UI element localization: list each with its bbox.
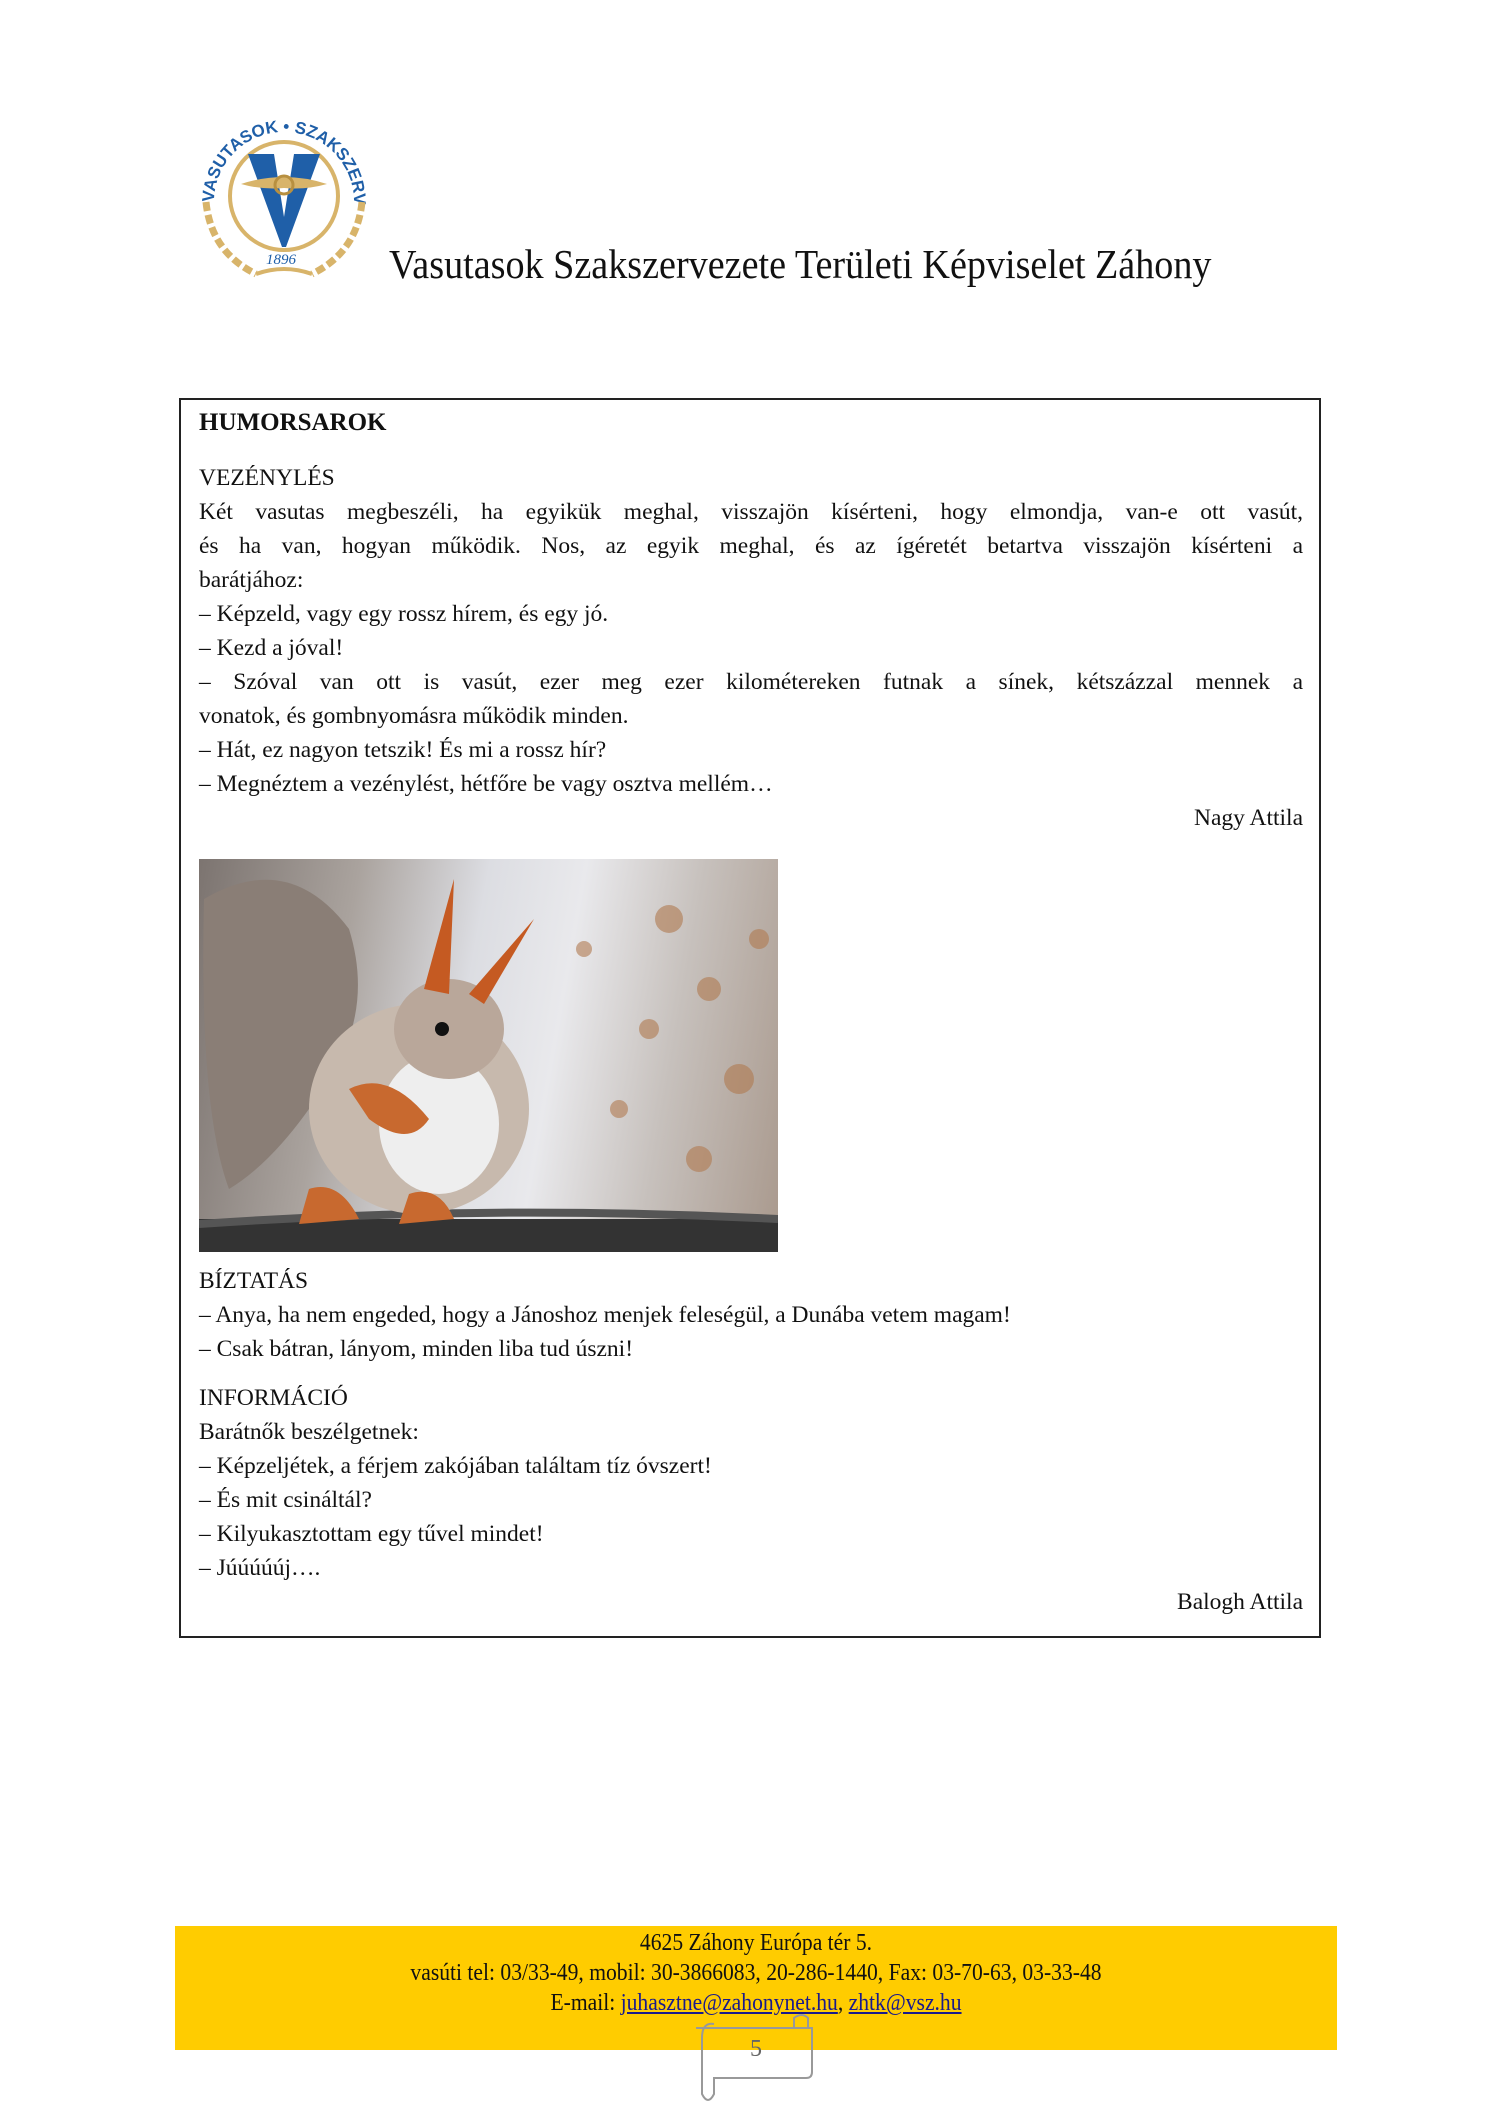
joke-line: – Kezd a jóval! [199, 635, 344, 661]
joke-title: VEZÉNYLÉS [199, 465, 335, 491]
joke-line: – És mit csináltál? [199, 1487, 372, 1513]
joke-author: Balogh Attila [1177, 1589, 1303, 1615]
section-informacio [199, 1381, 1303, 1619]
joke-title: BÍZTATÁS [199, 1268, 309, 1294]
page-number: 5 [750, 2036, 762, 2062]
joke-line: Két vasutas megbeszéli, ha egyikük meghal, visszajön kísérteni, hogy elmondja, van-e ott vasút, [199, 499, 1303, 525]
joke-line: vonatok, és gombnyomásra működik minden. [199, 703, 629, 729]
organization-title: Vasutasok Szakszervezete Területi Képviselet Záhony [389, 241, 1212, 287]
squirrel-photo [199, 859, 778, 1252]
joke-line: – Megnéztem a vezénylést, hétfőre be vagy osztva mellém… [199, 771, 773, 797]
union-logo [186, 92, 378, 284]
joke-line: – Képzeljétek, a férjem zakójában találtam tíz óvszert! [199, 1453, 712, 1479]
section-biztatas [199, 1264, 1303, 1366]
joke-line: – Anya, ha nem engeded, hogy a Jánoshoz menjek feleségül, a Dunába vetem magam! [199, 1302, 1011, 1328]
section-vezenyles [199, 461, 1303, 835]
email-label: E-mail: [550, 1990, 621, 2016]
joke-line: – Csak bátran, lányom, minden liba tud úszni! [199, 1336, 634, 1362]
email-link-juhasztne[interactable]: juhasztne@zahonynet.hu [620, 1990, 838, 2016]
email-link-zhtk[interactable]: zhtk@vsz.hu [848, 1990, 962, 2016]
joke-line: – Szóval van ott is vasút, ezer meg ezer kilométereken futnak a sínek, kétszázzal mennek a [199, 669, 1303, 695]
svg-text:VASUTASOK • SZAKSZERVEZETE: VASUTASOK • SZAKSZERV [198, 116, 370, 206]
joke-author: Nagy Attila [1194, 805, 1303, 831]
humor-heading-block [199, 406, 1303, 440]
joke-line: – Hát, ez nagyon tetszik! És mi a rossz hír? [199, 737, 607, 763]
footer-address: 4625 Záhony Európa tér 5. [639, 1930, 873, 1956]
email-separator: , [837, 1990, 849, 2016]
joke-line: barátjához: [199, 567, 304, 593]
joke-title: INFORMÁCIÓ [199, 1385, 348, 1411]
joke-line: Barátnők beszélgetnek: [199, 1419, 419, 1445]
joke-line: – Képzeld, vagy egy rossz hírem, és egy jó. [199, 601, 609, 627]
section-heading: HUMORSAROK [199, 409, 387, 436]
svg-text:1896: 1896 [266, 252, 296, 268]
joke-line: – Júúúúúj…. [199, 1555, 321, 1581]
joke-line: – Kilyukasztottam egy tűvel mindet! [199, 1521, 544, 1547]
joke-line: és ha van, hogyan működik. Nos, az egyik meghal, és az ígéretét betartva visszajön kísérteni a [199, 533, 1303, 559]
page-number-scroll [686, 2010, 826, 2106]
footer-phones: vasúti tel: 03/33-49, mobil: 30-3866083, 20-286-1440, Fax: 03-70-63, 03-33-48 [410, 1960, 1102, 1986]
